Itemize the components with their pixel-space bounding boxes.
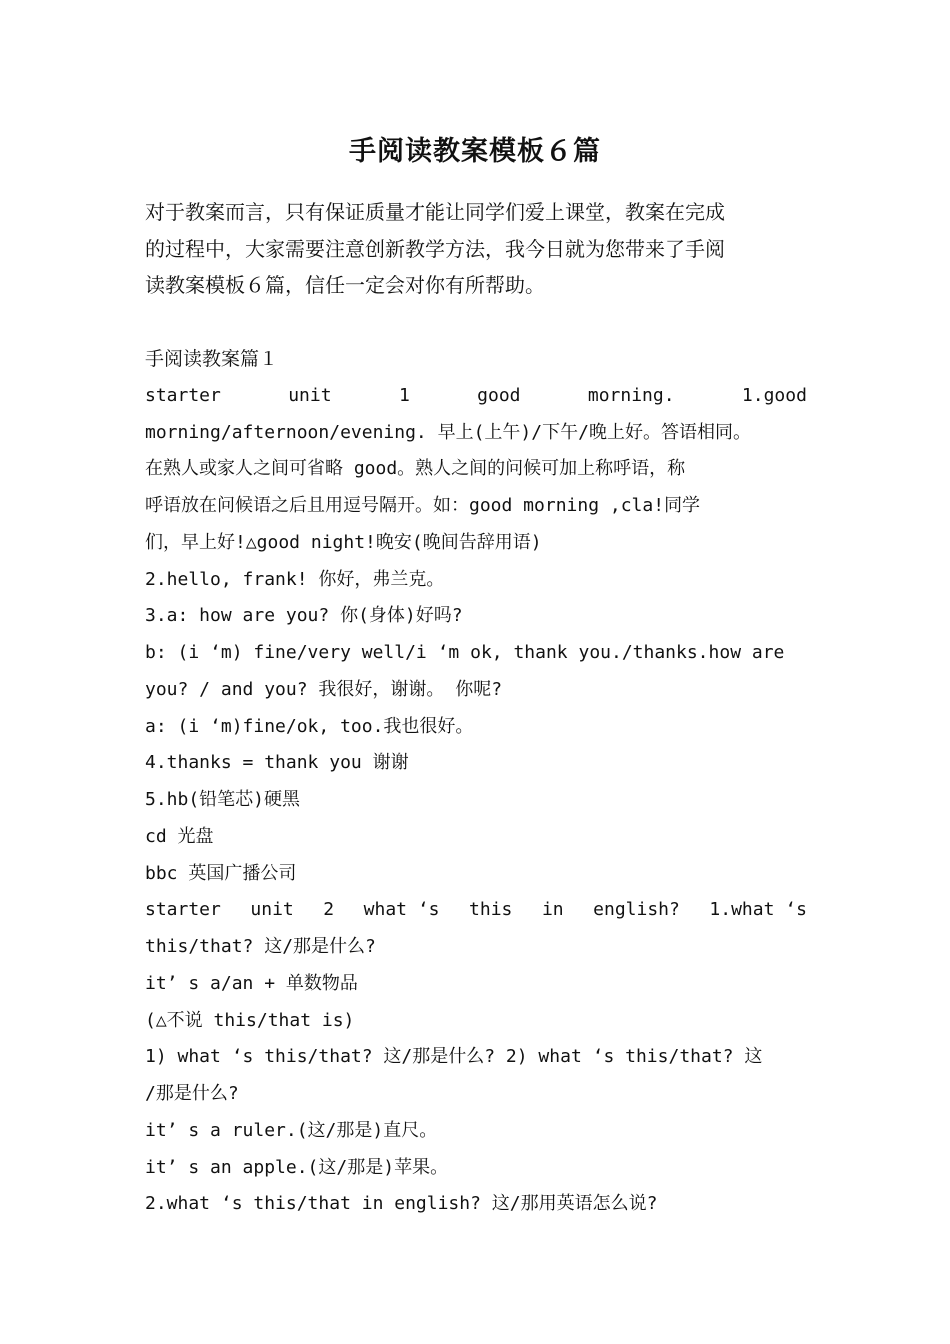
text-line: 们，早上好!△good night!晚安(晚间告辞用语) bbox=[145, 531, 542, 553]
justified-word: unit bbox=[288, 384, 332, 406]
text-line bbox=[145, 892, 807, 929]
text-line: you? / and you? 我很好，谢谢。 你呢? bbox=[145, 678, 503, 700]
text-line: 呼语放在问候语之后且用逗号隔开。如：good morning ,cla!同学 bbox=[145, 495, 701, 516]
text-line: it’ s a/an + 单数物品 bbox=[145, 972, 358, 994]
intro-line: 对于教案而言，只有保证质量才能让同学们爱上课堂，教案在完成 bbox=[145, 200, 725, 224]
justified-word: 1.good bbox=[741, 384, 807, 406]
text-line: it’ s an apple.(这/那是)苹果。 bbox=[145, 1156, 449, 1178]
justified-word: morning. bbox=[587, 384, 675, 406]
justified-word: english? bbox=[593, 899, 680, 921]
justified-word: in bbox=[541, 899, 564, 921]
justified-word: this bbox=[469, 899, 513, 921]
text-line: (△不说 this/that is) bbox=[145, 1009, 355, 1031]
text-line: 2.what ‘s this/that in english? 这/那用英语怎么说? bbox=[145, 1193, 658, 1215]
intro-line: 的过程中，大家需要注意创新教学方法，我今日就为您带来了手阅 bbox=[145, 236, 725, 261]
text-line: 在熟人或家人之间可省略 good。熟人之间的问候可加上称呼语，称 bbox=[145, 458, 686, 480]
text-line: 3.a: how are you? 你(身体)好吗? bbox=[145, 605, 463, 627]
text-line: 5.hb(铅笔芯)硬黑 bbox=[145, 789, 301, 810]
text-line: 2.hello, frank! 你好，弗兰克。 bbox=[145, 568, 445, 590]
section-heading: 手阅读教案篇１ bbox=[145, 348, 279, 370]
text-line: a: (i ‘m)fine/ok, too.我也很好。 bbox=[145, 715, 474, 737]
justified-word: what ‘s bbox=[363, 899, 440, 921]
text-line: it’ s a ruler.(这/那是)直尺。 bbox=[145, 1119, 438, 1141]
text-line: bbc 英国广播公司 bbox=[145, 862, 297, 884]
text-line bbox=[145, 378, 807, 415]
text-line: this/that? 这/那是什么? bbox=[145, 936, 376, 957]
intro-paragraph bbox=[145, 194, 807, 304]
justified-word: starter bbox=[145, 384, 221, 406]
text-line: cd 光盘 bbox=[145, 825, 214, 847]
text-line: 4.thanks = thank you 谢谢 bbox=[145, 752, 409, 774]
text-line: b: (i ‘m) fine/very well/i ‘m ok, thank you./thanks.how are bbox=[145, 642, 785, 663]
justified-word: starter bbox=[145, 899, 221, 921]
justified-word: 1.what ‘s bbox=[709, 899, 807, 921]
justified-word: unit bbox=[250, 899, 294, 921]
text-line: 1) what ‘s this/that? 这/那是什么? 2) what ‘s this/that? 这 bbox=[145, 1046, 763, 1068]
lesson-body bbox=[145, 341, 825, 1223]
justified-word: 1 bbox=[398, 384, 410, 406]
text-line: morning/afternoon/evening. 早上(上午)/下午/晚上好。答语相同。 bbox=[145, 421, 751, 443]
intro-line: 读教案模板６篇，信任一定会对你有所帮助。 bbox=[145, 273, 545, 297]
text-line: /那是什么? bbox=[145, 1083, 239, 1104]
document-title: 手阅读教案模板６篇 bbox=[349, 136, 601, 167]
justified-word: 2 bbox=[323, 899, 335, 921]
justified-word: good bbox=[477, 384, 521, 406]
